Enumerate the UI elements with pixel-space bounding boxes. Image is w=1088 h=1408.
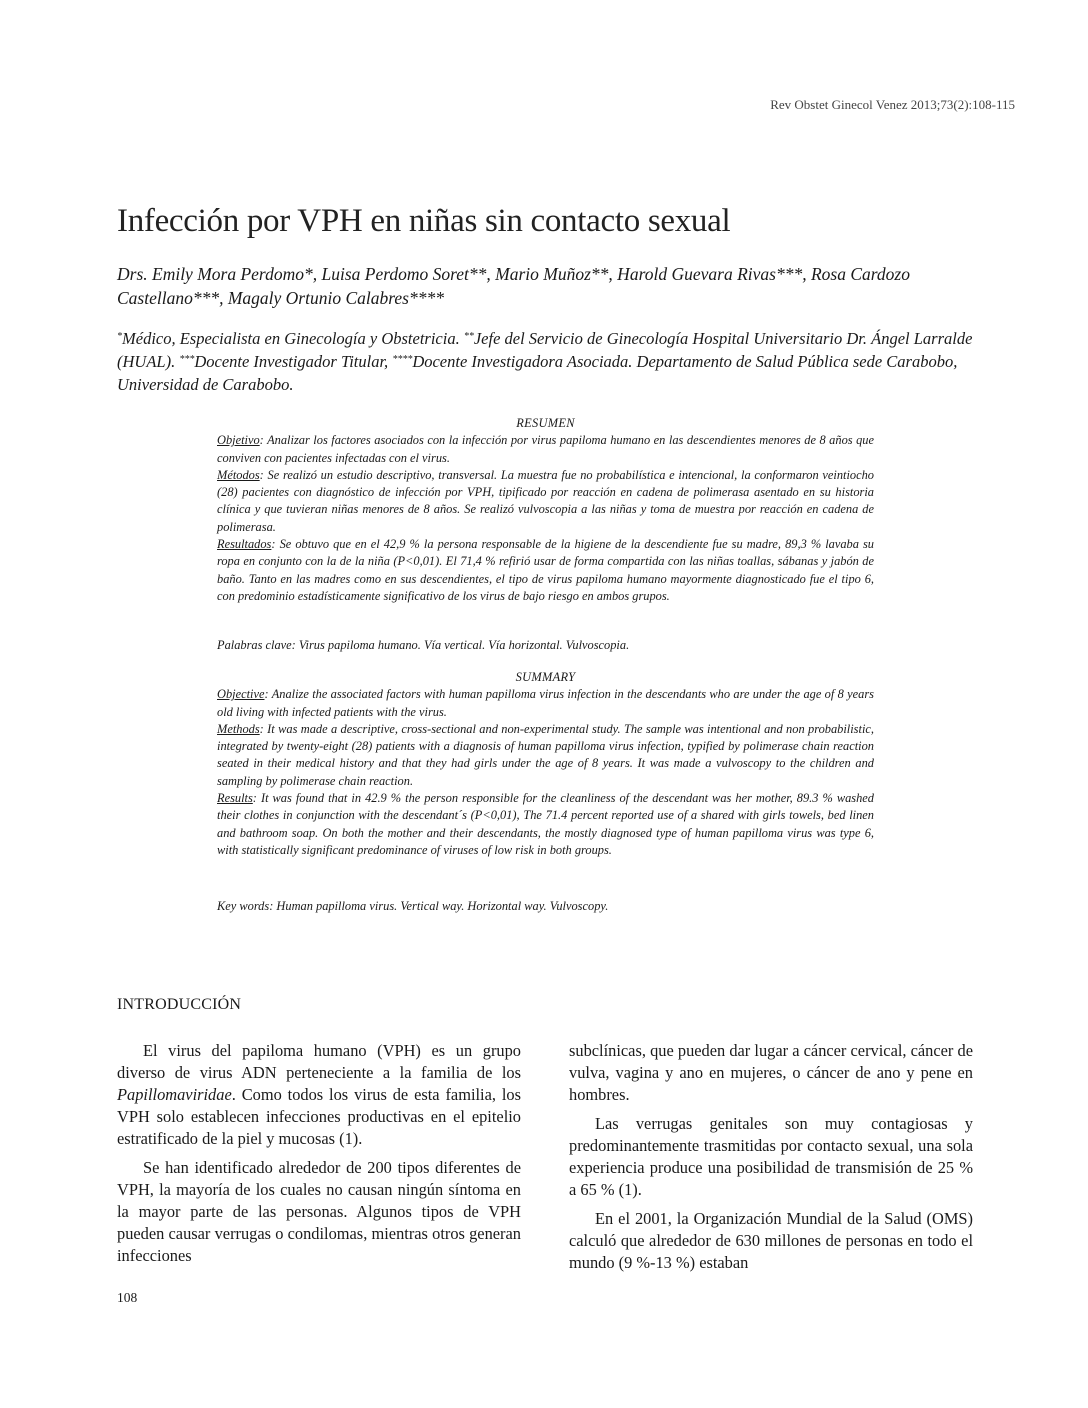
- affiliations: [117, 327, 997, 396]
- abstract-english: [217, 669, 874, 859]
- journal-reference: Rev Obstet Ginecol Venez 2013;73(2):108-115: [770, 97, 1015, 112]
- section-label: Results: [217, 791, 253, 806]
- section-text: : Analize the associated factors with human papilloma virus infection in the descendants who are under the age of 8 years old living with infected patients with the virus.: [217, 687, 874, 719]
- section-label: Objective: [217, 687, 265, 702]
- section-text: : Se obtuvo que en el 42,9 % la persona responsable de la higiene de la descendiente fue su madre, 89,3 % lavaba su ropa en conjunto con la de la niña (P<0,01). El 71,4 % refirió usar de forma compartida con las niñas toallas, sábanas y jabón de baño. Tanto en las madres como en sus descendientes, el tipo de virus papiloma humano mayormente diagnosticado fue el tipo 6, con predominio estadísticamente significativo de los virus de bajo riesgo en ambos grupos.: [217, 537, 874, 603]
- affiliation-mark: ***: [179, 354, 195, 365]
- abstract-methods: [217, 467, 874, 536]
- body-text: . Como todos los virus de esta familia, los VPH solo establecen infecciones productivas en el epitelio estratificado de la piel y mucosas (1).: [117, 1085, 521, 1148]
- abstract-heading: RESUMEN: [516, 416, 575, 430]
- body-text: El virus del papiloma humano (VPH) es un grupo diverso de virus ADN perteneciente a la familia de los: [117, 1041, 521, 1082]
- section-heading: INTRODUCCIÓN: [117, 996, 242, 1013]
- body-paragraph: subclínicas, que pueden dar lugar a cáncer cervical, cáncer de vulva, vagina y ano en mujeres, o cáncer de ano y pene en hombres.: [569, 1041, 973, 1104]
- affiliation-text: Docente Investigador Titular,: [194, 352, 389, 371]
- body-paragraph: En el 2001, la Organización Mundial de la Salud (OMS) calculó que alrededor de 630 millones de personas en todo el mundo (9 %-13 %) estaban: [569, 1209, 973, 1272]
- affiliation-text: Jefe del Servicio de Ginecología Hospital Universitario Dr. Ángel Larralde (HUAL).: [117, 329, 973, 371]
- abstract-methods: [217, 721, 874, 790]
- affiliation-mark: ****: [392, 354, 413, 365]
- body-paragraph: Se han identificado alrededor de 200 tipos diferentes de VPH, la mayoría de los cuales no causan ningún síntoma en la mayor parte de las personas. Algunos tipos de VPH pueden causar verrugas o condilomas, mientras otros generan infecciones: [117, 1158, 521, 1265]
- abstract-objective: [217, 686, 874, 721]
- page-number: 108: [117, 1290, 138, 1305]
- abstract-results: [217, 790, 874, 859]
- section-label: Methods: [217, 721, 260, 736]
- affiliation-mark: **: [463, 331, 474, 342]
- section-label: Resultados: [217, 537, 272, 552]
- section-label: Objetivo: [217, 433, 260, 448]
- section-text: : Analizar los factores asociados con la infección por virus papiloma humano en las descendientes menores de 8 años que conviven con pacientes infectadas con el virus.: [217, 433, 874, 465]
- body-paragraph: Las verrugas genitales son muy contagiosas y predominantemente trasmitidas por contacto sexual, una sola experiencia produce una posibilidad de transmisión de 25 % a 65 % (1).: [569, 1114, 973, 1199]
- keywords-spanish: Palabras clave: Virus papiloma humano. Vía vertical. Vía horizontal. Vulvoscopia.: [217, 638, 630, 652]
- author-list: Drs. Emily Mora Perdomo*, Luisa Perdomo Soret**, Mario Muñoz**, Harold Guevara Rivas***, Rosa Cardozo Castellano***, Magaly Ortunio Calabres****: [117, 264, 910, 308]
- abstract-heading: SUMMARY: [515, 670, 576, 684]
- keywords-english: Key words: Human papilloma virus. Vertical way. Horizontal way. Vulvoscopy.: [217, 899, 609, 913]
- affiliation-text: Docente Investigadora Asociada. Departamento de Salud Pública sede Carabobo, Universidad de Carabobo.: [117, 352, 958, 394]
- affiliation-text: Médico, Especialista en Ginecología y Obstetricia.: [122, 329, 460, 348]
- section-text: : It was found that in 42.9 % the person responsible for the cleanliness of the descendant was her mother, 89.3 % washed their clothes in conjunction with the descendant´s (P<0,01), The 71.4 percent reported use of a shared with girls towels, bed linen and bathroom soap. On both the mother and their descendants, the mostly diagnosed type of human papilloma virus was type 6, with statistically significant predominance of viruses of low risk in both groups.: [217, 791, 874, 857]
- affiliation-mark: *: [117, 331, 122, 342]
- section-text: : Se realizó un estudio descriptivo, transversal. La muestra fue no probabilística e intencional, la conformaron veintiocho (28) pacientes con diagnóstico de infección por VPH, tipificado por reacción en cadena de polimerasa asentado en su historia clínica y que tuvieran niñas menores de 8 años. Se realizó vulvoscopia a las niñas y toma de muestra por reacción en cadena de polimerasa.: [217, 467, 874, 534]
- abstract-results: [217, 536, 874, 605]
- body-column-right: [569, 1040, 973, 1274]
- article-title: Infección por VPH en niñas sin contacto sexual: [117, 203, 731, 239]
- section-text: : It was made a descriptive, cross-sectional and non-experimental study. The sample was intentional and non probabilistic, integrated by twenty-eight (28) patients with a diagnosis of human papilloma virus infection, typified by polimerase chain reaction seated in their medical history and that they had girls under the age of 8 years. It was made a vulvoscopy to the children and sampling by polimerase chain reaction.: [217, 721, 874, 788]
- abstract-objective: [217, 432, 874, 467]
- body-column-left: [117, 1040, 521, 1267]
- italic-term: Papillomaviridae: [117, 1085, 232, 1104]
- section-label: Métodos: [217, 467, 260, 482]
- abstract-spanish: [217, 415, 874, 605]
- body-paragraph: [117, 1040, 521, 1150]
